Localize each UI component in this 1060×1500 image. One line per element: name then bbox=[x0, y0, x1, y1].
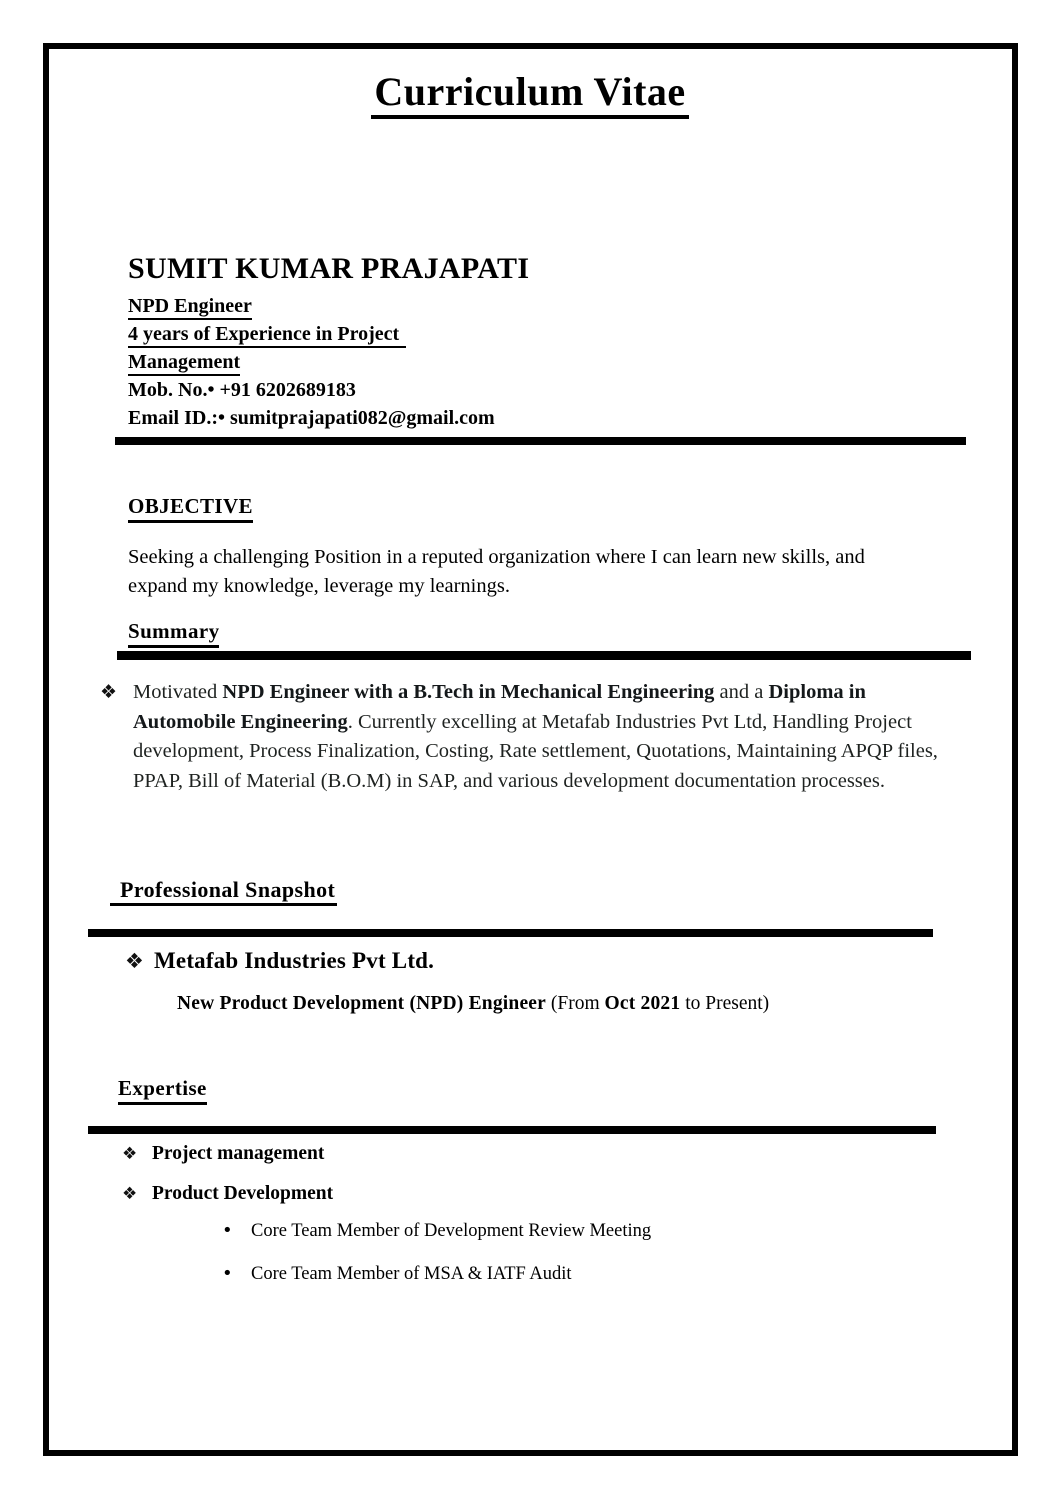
professional-snapshot-heading: Professional Snapshot bbox=[110, 877, 337, 906]
role-title: New Product Development (NPD) Engineer bbox=[177, 993, 547, 1014]
company-row bbox=[125, 946, 434, 976]
role-start-date: Oct 2021 bbox=[604, 993, 681, 1014]
expertise-subitem-label: Core Team Member of Development Review Meeting bbox=[251, 1221, 652, 1241]
expertise-subitem-msa-iatf-audit bbox=[222, 1261, 572, 1287]
title-row bbox=[0, 70, 1060, 119]
profile-block bbox=[128, 251, 529, 432]
divider-summary bbox=[117, 651, 971, 660]
summary-seg-2: NPD Engineer with a B.Tech in Mechanical Engineering bbox=[222, 681, 715, 703]
summary-seg-3: and a bbox=[714, 681, 769, 703]
diamond-bullet-icon: ❖ bbox=[122, 1144, 138, 1164]
circle-bullet-icon: • bbox=[222, 1263, 233, 1284]
candidate-role-line bbox=[128, 292, 529, 320]
experience-text-1: 4 years of Experience in Project bbox=[128, 323, 406, 348]
page-title: Curriculum Vitae bbox=[371, 70, 688, 119]
email-address: Email ID.:• sumitprajapati082@gmail.com bbox=[128, 407, 495, 429]
expertise-item-product-development bbox=[122, 1181, 333, 1207]
mobile-number: Mob. No.• +91 6202689183 bbox=[128, 379, 356, 401]
role-line bbox=[177, 991, 769, 1017]
candidate-role: NPD Engineer bbox=[128, 295, 252, 320]
experience-line-1 bbox=[128, 320, 529, 348]
company-name: Metafab Industries Pvt Ltd. bbox=[154, 948, 435, 973]
expertise-item-label: Project management bbox=[152, 1143, 325, 1164]
objective-text: Seeking a challenging Position in a reputed organization where I can learn new skills, and expand my knowledge, leverage my learnings. bbox=[128, 546, 865, 597]
summary-paragraph bbox=[133, 678, 953, 796]
summary-seg-1: Motivated bbox=[133, 681, 223, 703]
role-from: (From bbox=[546, 993, 605, 1014]
experience-line-2 bbox=[128, 348, 529, 376]
expertise-subitem-review-meeting bbox=[222, 1218, 651, 1244]
divider-expertise bbox=[88, 1126, 936, 1134]
objective-heading: OBJECTIVE bbox=[128, 494, 253, 523]
role-to-present: to Present) bbox=[680, 993, 770, 1014]
diamond-bullet-icon: ❖ bbox=[100, 681, 118, 703]
expertise-heading: Expertise bbox=[118, 1076, 207, 1105]
expertise-item-label: Product Development bbox=[152, 1183, 334, 1204]
candidate-name: SUMIT KUMAR PRAJAPATI bbox=[128, 252, 530, 285]
expertise-subitem-label: Core Team Member of MSA & IATF Audit bbox=[251, 1264, 572, 1284]
diamond-bullet-icon: ❖ bbox=[125, 949, 144, 973]
diamond-bullet-icon: ❖ bbox=[122, 1184, 138, 1204]
summary-heading: Summary bbox=[128, 619, 219, 648]
summary-seg-5: . Currently excelling at Metafab Industries Pvt Ltd, Handling Project development, Process Finalization, Costing, Rate settlement, Quotations, Maintaining APQP files, PPAP, Bill of Material (B.O.M) in SAP, and various development documentation processes. bbox=[133, 710, 938, 792]
circle-bullet-icon: • bbox=[222, 1220, 233, 1241]
divider-professional bbox=[88, 929, 933, 937]
divider-contact bbox=[115, 437, 966, 445]
expertise-item-project-management bbox=[122, 1141, 324, 1167]
summary-item bbox=[100, 678, 958, 796]
summary-seg-4: Diploma in Automobile Engineering bbox=[133, 681, 866, 733]
experience-text-2: Management bbox=[128, 351, 240, 376]
